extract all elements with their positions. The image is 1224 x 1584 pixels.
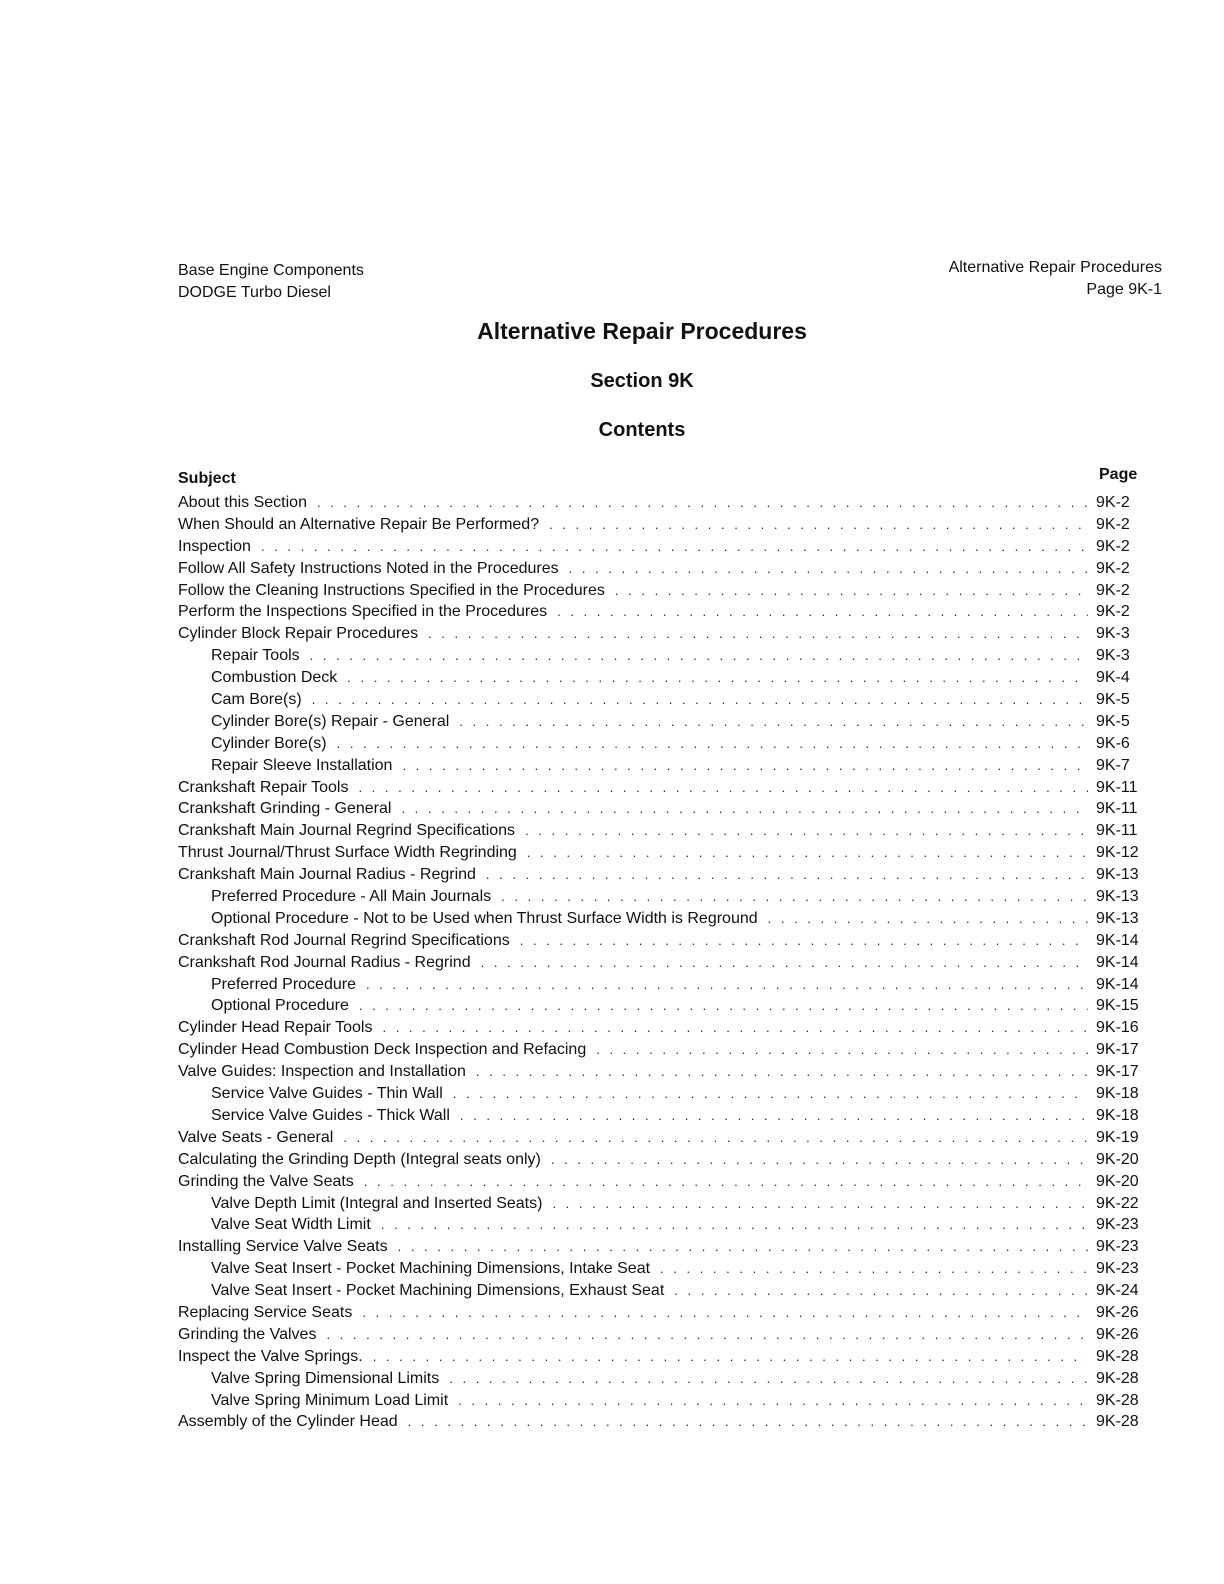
toc-entry-label: Valve Seats - General — [178, 1128, 334, 1146]
toc-entry-label: Optional Procedure — [211, 997, 349, 1015]
toc-entry-page: 9K-20 — [1096, 1150, 1139, 1168]
toc-entry[interactable] — [178, 886, 1148, 908]
table-of-contents — [178, 492, 1148, 1433]
toc-entry-label: Cylinder Bore(s) Repair - General — [211, 712, 450, 730]
toc-entry[interactable] — [178, 645, 1148, 667]
toc-entry-page: 9K-7 — [1096, 756, 1130, 774]
toc-entry[interactable] — [178, 1390, 1148, 1412]
toc-entry-label: Repair Sleeve Installation — [211, 756, 393, 774]
toc-entry-label: Follow the Cleaning Instructions Specified in the Procedures — [178, 581, 605, 599]
toc-dot-leader — [525, 820, 1088, 842]
toc-entry-page: 9K-18 — [1096, 1085, 1139, 1103]
toc-entry-label: Valve Guides: Inspection and Installation — [178, 1063, 466, 1081]
toc-entry-label: Calculating the Grinding Depth (Integral seats only) — [178, 1150, 541, 1168]
toc-entry[interactable] — [178, 711, 1148, 733]
toc-entry-label: Cylinder Block Repair Procedures — [178, 625, 419, 643]
header-left-line1: Base Engine Components — [178, 262, 364, 279]
toc-entry-page: 9K-26 — [1096, 1325, 1139, 1343]
toc-entry[interactable] — [178, 1083, 1148, 1105]
toc-entry[interactable] — [178, 580, 1148, 602]
toc-entry[interactable] — [178, 755, 1148, 777]
toc-dot-leader — [402, 755, 1088, 777]
toc-dot-leader — [373, 1346, 1088, 1368]
header-left-line2: DODGE Turbo Diesel — [178, 284, 331, 301]
toc-entry-label: Valve Depth Limit (Integral and Inserted Seats) — [211, 1194, 543, 1212]
toc-entry[interactable] — [178, 492, 1148, 514]
toc-entry[interactable] — [178, 1193, 1148, 1215]
toc-entry[interactable] — [178, 1236, 1148, 1258]
toc-dot-leader — [337, 733, 1088, 755]
toc-dot-leader — [549, 514, 1088, 536]
toc-entry-label: Crankshaft Main Journal Radius - Regrind — [178, 866, 476, 884]
toc-entry[interactable] — [178, 733, 1148, 755]
subject-column-header: Subject — [178, 470, 236, 487]
toc-dot-leader — [398, 1236, 1088, 1258]
toc-dot-leader — [453, 1083, 1088, 1105]
toc-entry-label: Perform the Inspections Specified in the Procedures — [178, 603, 548, 621]
section-heading: Section 9K — [590, 370, 694, 392]
toc-entry-page: 9K-26 — [1096, 1303, 1139, 1321]
toc-entry-label: Cylinder Head Repair Tools — [178, 1019, 373, 1037]
toc-entry-page: 9K-5 — [1096, 691, 1130, 709]
toc-entry-page: 9K-13 — [1096, 909, 1139, 927]
toc-dot-leader — [343, 1127, 1088, 1149]
toc-dot-leader — [310, 645, 1088, 667]
toc-entry-page: 9K-23 — [1096, 1238, 1139, 1256]
header-left — [178, 260, 364, 304]
header-right — [949, 257, 1162, 301]
toc-entry-page: 9K-15 — [1096, 997, 1139, 1015]
toc-entry-page: 9K-13 — [1096, 866, 1139, 884]
toc-entry-page: 9K-12 — [1096, 844, 1139, 862]
toc-entry-page: 9K-4 — [1096, 669, 1130, 687]
toc-entry[interactable] — [178, 930, 1148, 952]
toc-entry-label: Valve Seat Width Limit — [211, 1216, 371, 1234]
toc-entry-page: 9K-28 — [1096, 1369, 1139, 1387]
toc-dot-leader — [481, 952, 1088, 974]
toc-entry-label: Assembly of the Cylinder Head — [178, 1413, 398, 1431]
toc-entry-label: Crankshaft Rod Journal Regrind Specifications — [178, 931, 510, 949]
toc-entry[interactable] — [178, 842, 1148, 864]
toc-entry[interactable] — [178, 1149, 1148, 1171]
toc-entry[interactable] — [178, 1214, 1148, 1236]
toc-entry[interactable] — [178, 798, 1148, 820]
toc-dot-leader — [551, 1149, 1088, 1171]
toc-entry[interactable] — [178, 1105, 1148, 1127]
toc-entry-label: Installing Service Valve Seats — [178, 1238, 388, 1256]
toc-entry-page: 9K-2 — [1096, 603, 1130, 621]
toc-entry-label: Service Valve Guides - Thick Wall — [211, 1106, 450, 1124]
toc-entry[interactable] — [178, 864, 1148, 886]
toc-entry-page: 9K-13 — [1096, 888, 1139, 906]
toc-dot-leader — [660, 1258, 1088, 1280]
toc-entry-label: Preferred Procedure - All Main Journals — [211, 888, 492, 906]
toc-entry[interactable] — [178, 1017, 1148, 1039]
toc-entry-page: 9K-28 — [1096, 1413, 1139, 1431]
toc-entry-label: Grinding the Valve Seats — [178, 1172, 354, 1190]
toc-entry[interactable] — [178, 601, 1148, 623]
toc-entry-page: 9K-17 — [1096, 1063, 1139, 1081]
toc-entry-label: Cylinder Head Combustion Deck Inspection and Refacing — [178, 1041, 587, 1059]
toc-entry[interactable] — [178, 689, 1148, 711]
toc-entry[interactable] — [178, 1280, 1148, 1302]
toc-entry-page: 9K-2 — [1096, 494, 1130, 511]
toc-entry-page: 9K-19 — [1096, 1128, 1139, 1146]
toc-entry-page: 9K-11 — [1096, 778, 1138, 796]
toc-dot-leader — [596, 1039, 1088, 1061]
toc-entry-label: Valve Spring Dimensional Limits — [211, 1369, 440, 1387]
toc-entry[interactable] — [178, 1346, 1148, 1368]
toc-entry[interactable] — [178, 995, 1148, 1017]
toc-entry-page: 9K-28 — [1096, 1347, 1139, 1365]
toc-entry-label: Cylinder Bore(s) — [211, 734, 327, 752]
toc-dot-leader — [615, 580, 1088, 602]
toc-entry[interactable] — [178, 1061, 1148, 1083]
toc-entry[interactable] — [178, 952, 1148, 974]
toc-entry-page: 9K-3 — [1096, 647, 1130, 665]
toc-dot-leader — [408, 1411, 1088, 1433]
toc-entry-page: 9K-2 — [1096, 581, 1130, 599]
toc-entry-page: 9K-2 — [1096, 559, 1130, 577]
page-title: Alternative Repair Procedures — [477, 318, 807, 344]
toc-entry[interactable] — [178, 536, 1148, 558]
toc-entry-label: Crankshaft Rod Journal Radius - Regrind — [178, 953, 471, 971]
toc-entry-page: 9K-23 — [1096, 1260, 1139, 1278]
toc-entry-label: Service Valve Guides - Thin Wall — [211, 1085, 443, 1103]
toc-entry-page: 9K-14 — [1096, 975, 1139, 993]
toc-dot-leader — [362, 1302, 1088, 1324]
toc-entry-page: 9K-3 — [1096, 625, 1130, 643]
toc-entry-page: 9K-11 — [1096, 800, 1138, 818]
toc-entry-page: 9K-17 — [1096, 1041, 1139, 1059]
toc-dot-leader — [458, 1390, 1088, 1412]
header-right-line1: Alternative Repair Procedures — [948, 259, 1162, 276]
toc-entry-label: Combustion Deck — [211, 669, 338, 687]
toc-entry[interactable] — [178, 667, 1148, 689]
toc-entry-label: Crankshaft Main Journal Regrind Specifications — [178, 822, 516, 840]
toc-entry[interactable] — [178, 1302, 1148, 1324]
toc-dot-leader — [501, 886, 1088, 908]
toc-dot-leader — [381, 1214, 1088, 1236]
toc-dot-leader — [317, 492, 1088, 514]
toc-dot-leader — [364, 1171, 1088, 1193]
toc-entry-page: 9K-28 — [1096, 1391, 1139, 1409]
toc-dot-leader — [557, 601, 1088, 623]
toc-entry-label: Inspection — [178, 537, 251, 555]
toc-entry-label: When Should an Alternative Repair Be Performed? — [178, 515, 540, 533]
toc-entry-label: Repair Tools — [211, 647, 300, 665]
toc-dot-leader — [347, 667, 1088, 689]
toc-entry-page: 9K-14 — [1096, 953, 1139, 971]
toc-dot-leader — [428, 623, 1088, 645]
toc-dot-leader — [768, 908, 1088, 930]
toc-dot-leader — [552, 1193, 1088, 1215]
toc-dot-leader — [359, 995, 1088, 1017]
toc-entry-label: Valve Spring Minimum Load Limit — [211, 1391, 449, 1409]
toc-entry[interactable] — [178, 777, 1148, 799]
header-right-line2: Page 9K-1 — [1086, 281, 1162, 298]
contents-heading: Contents — [598, 419, 686, 441]
toc-entry-label: Inspect the Valve Springs. — [178, 1347, 363, 1365]
toc-dot-leader — [366, 974, 1088, 996]
toc-entry[interactable] — [178, 1411, 1148, 1433]
toc-dot-leader — [674, 1280, 1088, 1302]
toc-entry-page: 9K-5 — [1096, 712, 1130, 730]
toc-entry-page: 9K-23 — [1096, 1216, 1139, 1234]
page-column-header: Page — [1099, 466, 1138, 483]
toc-entry-label: Follow All Safety Instructions Noted in the Procedures — [178, 559, 559, 577]
toc-entry-page: 9K-6 — [1096, 734, 1130, 752]
toc-entry-label: Preferred Procedure — [211, 975, 356, 993]
toc-entry[interactable] — [178, 908, 1148, 930]
toc-entry-page: 9K-14 — [1096, 931, 1139, 949]
toc-dot-leader — [459, 711, 1088, 733]
toc-dot-leader — [460, 1105, 1088, 1127]
toc-entry-label: Crankshaft Repair Tools — [178, 778, 349, 796]
toc-dot-leader — [527, 842, 1088, 864]
toc-entry[interactable] — [178, 1127, 1148, 1149]
toc-entry-label: Replacing Service Seats — [178, 1303, 353, 1321]
toc-entry[interactable] — [178, 558, 1148, 580]
toc-entry-label: Crankshaft Grinding - General — [178, 800, 392, 818]
toc-dot-leader — [486, 864, 1088, 886]
toc-entry-page: 9K-2 — [1096, 515, 1130, 533]
toc-entry-page: 9K-20 — [1096, 1172, 1139, 1190]
toc-entry-label: Optional Procedure - Not to be Used when Thrust Surface Width is Reground — [211, 909, 758, 927]
toc-entry[interactable] — [178, 1368, 1148, 1390]
toc-entry-label: Valve Seat Insert - Pocket Machining Dimensions, Intake Seat — [211, 1260, 651, 1278]
toc-entry-page: 9K-18 — [1096, 1106, 1139, 1124]
toc-dot-leader — [261, 536, 1088, 558]
toc-entry-label: Cam Bore(s) — [211, 691, 302, 709]
toc-entry-page: 9K-2 — [1096, 537, 1130, 555]
toc-dot-leader — [326, 1324, 1088, 1346]
toc-entry[interactable] — [178, 820, 1148, 842]
toc-entry[interactable] — [178, 1324, 1148, 1346]
toc-entry-page: 9K-22 — [1096, 1194, 1139, 1212]
toc-entry-label: Thrust Journal/Thrust Surface Width Regrinding — [178, 844, 517, 862]
toc-entry-label: About this Section — [178, 494, 307, 511]
toc-entry[interactable] — [178, 1171, 1148, 1193]
toc-entry[interactable] — [178, 1039, 1148, 1061]
toc-entry-page: 9K-16 — [1096, 1019, 1139, 1037]
toc-entry[interactable] — [178, 623, 1148, 645]
toc-dot-leader — [476, 1061, 1088, 1083]
toc-entry-page: 9K-11 — [1096, 822, 1138, 840]
toc-dot-leader — [569, 558, 1088, 580]
toc-entry-page: 9K-24 — [1096, 1282, 1139, 1300]
toc-entry-label: Valve Seat Insert - Pocket Machining Dimensions, Exhaust Seat — [211, 1282, 665, 1300]
toc-dot-leader — [358, 777, 1088, 799]
toc-dot-leader — [449, 1368, 1088, 1390]
toc-dot-leader — [312, 689, 1088, 711]
toc-entry-label: Grinding the Valves — [178, 1325, 317, 1343]
toc-entry[interactable] — [178, 974, 1148, 996]
toc-dot-leader — [520, 930, 1088, 952]
toc-entry[interactable] — [178, 1258, 1148, 1280]
toc-entry[interactable] — [178, 514, 1148, 536]
toc-dot-leader — [401, 798, 1088, 820]
toc-dot-leader — [382, 1017, 1088, 1039]
